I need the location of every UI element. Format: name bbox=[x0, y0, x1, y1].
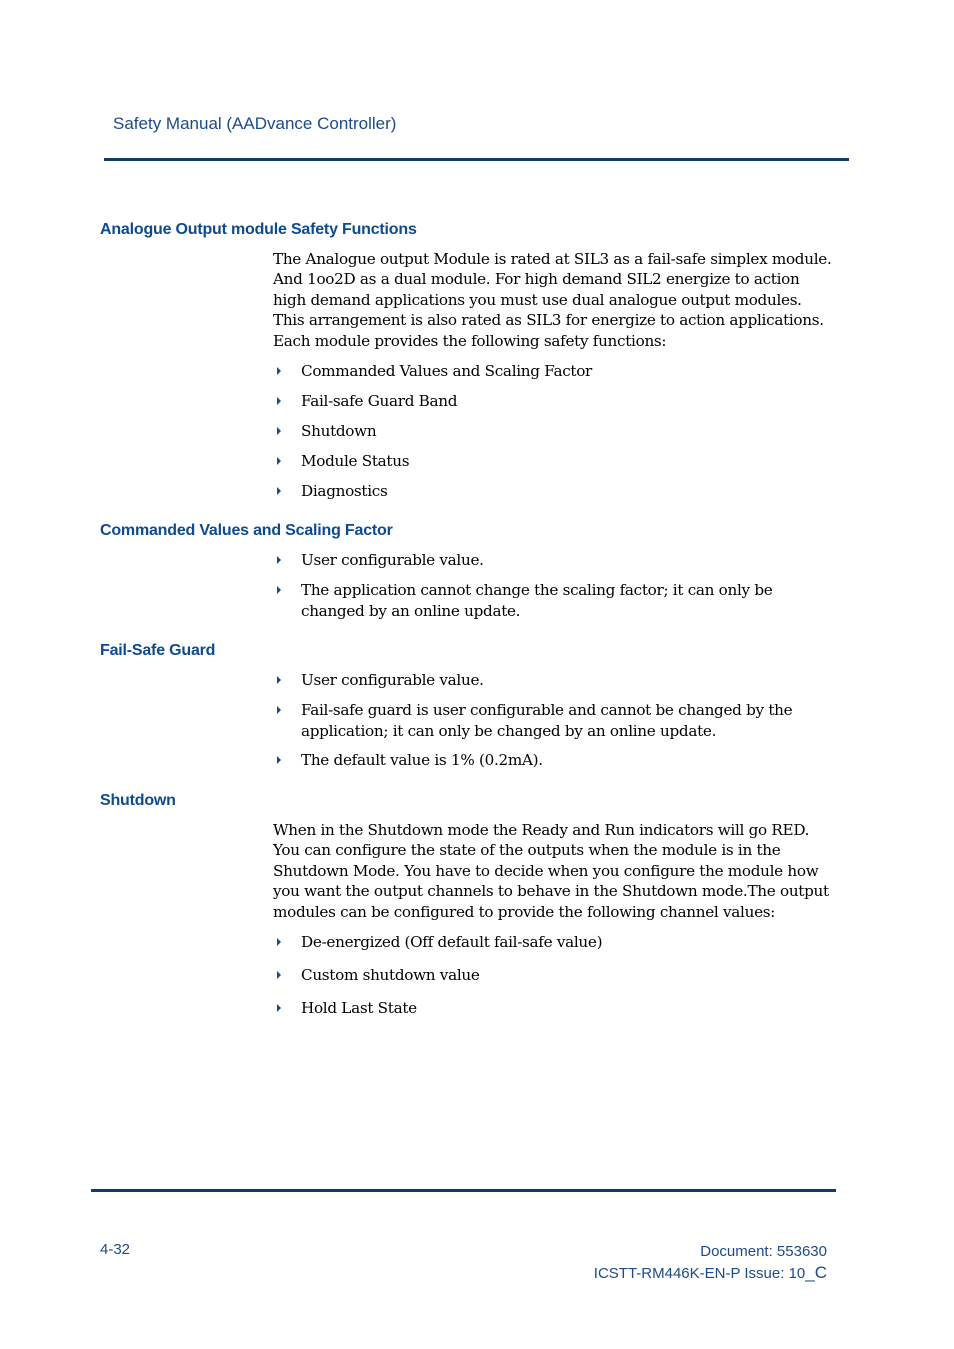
triangle-right-icon bbox=[277, 367, 281, 375]
triangle-right-icon bbox=[277, 556, 281, 564]
page-header-title: Safety Manual (AADvance Controller) bbox=[113, 114, 397, 133]
triangle-right-icon bbox=[277, 938, 281, 946]
page-number: 4-32 bbox=[100, 1241, 131, 1258]
triangle-right-icon bbox=[277, 971, 281, 979]
list-item-text: De-energized (Off default fail-safe value) bbox=[301, 933, 603, 951]
list-item-text: Custom shutdown value bbox=[301, 966, 480, 984]
section-heading-failsafe: Fail-Safe Guard bbox=[100, 642, 216, 659]
list-item bbox=[273, 451, 835, 472]
shutdown-paragraph: When in the Shutdown mode the Ready and Run indicators will go RED. You can configure the state of the outputs when the module is in the Shutdown Mode. You have to decide when you configure the module how you want the output channels to behave in the Shutdown mode.The output modules can be configured to provide the following channel values: bbox=[273, 821, 829, 921]
list-item bbox=[273, 361, 835, 382]
list-item bbox=[273, 391, 835, 412]
triangle-right-icon bbox=[277, 756, 281, 764]
list-item bbox=[273, 550, 835, 571]
list-item-text: Module Status bbox=[301, 452, 410, 470]
document-issue: ICSTT-RM446K-EN-P Issue: 10 bbox=[593, 1265, 806, 1282]
triangle-right-icon bbox=[277, 1004, 281, 1012]
list-item-text: Hold Last State bbox=[301, 999, 417, 1017]
document-issue-line bbox=[594, 1262, 827, 1284]
list-item bbox=[273, 998, 835, 1019]
list-item-text: Fail-safe guard is user configurable and cannot be changed by the application; it can only be changed by an online update. bbox=[301, 701, 793, 740]
list-item bbox=[273, 670, 835, 691]
section-heading-analogue: Analogue Output module Safety Functions bbox=[100, 221, 417, 238]
list-item bbox=[273, 421, 835, 442]
list-item bbox=[273, 750, 835, 771]
list-item-text: User configurable value. bbox=[301, 671, 484, 689]
document-number: Document: 553630 bbox=[700, 1243, 827, 1260]
list-item-text: Fail-safe Guard Band bbox=[301, 392, 458, 410]
triangle-right-icon bbox=[277, 586, 281, 594]
list-item-text: The default value is 1% (0.2mA). bbox=[301, 751, 543, 769]
list-item-text: Shutdown bbox=[301, 422, 377, 440]
list-item-text: User configurable value. bbox=[301, 551, 484, 569]
triangle-right-icon bbox=[277, 706, 281, 714]
list-item bbox=[273, 481, 835, 502]
triangle-right-icon bbox=[277, 457, 281, 465]
triangle-right-icon bbox=[277, 397, 281, 405]
list-item bbox=[273, 700, 835, 741]
list-item bbox=[273, 932, 835, 953]
document-issue-suffix: _C bbox=[805, 1263, 827, 1282]
footer-rule bbox=[91, 1189, 836, 1192]
triangle-right-icon bbox=[277, 487, 281, 495]
list-item bbox=[273, 965, 835, 986]
header-rule bbox=[104, 158, 849, 161]
triangle-right-icon bbox=[277, 427, 281, 435]
footer-document-info bbox=[594, 1241, 827, 1284]
section-heading-shutdown: Shutdown bbox=[100, 792, 176, 809]
list-item-text: Diagnostics bbox=[301, 482, 388, 500]
analogue-paragraph: The Analogue output Module is rated at SIL3 as a fail-safe simplex module. And 1oo2D as a dual module. For high demand SIL2 energize to action high demand applications you must use dual analogue output modules. This arrangement is also rated as SIL3 for energize to action applications. Each module provides the following safety functions: bbox=[273, 250, 832, 350]
triangle-right-icon bbox=[277, 676, 281, 684]
list-item bbox=[273, 580, 835, 621]
list-item-text: The application cannot change the scaling factor; it can only be changed by an online update. bbox=[301, 581, 773, 620]
section-heading-commanded: Commanded Values and Scaling Factor bbox=[100, 522, 393, 539]
list-item-text: Commanded Values and Scaling Factor bbox=[301, 362, 593, 380]
